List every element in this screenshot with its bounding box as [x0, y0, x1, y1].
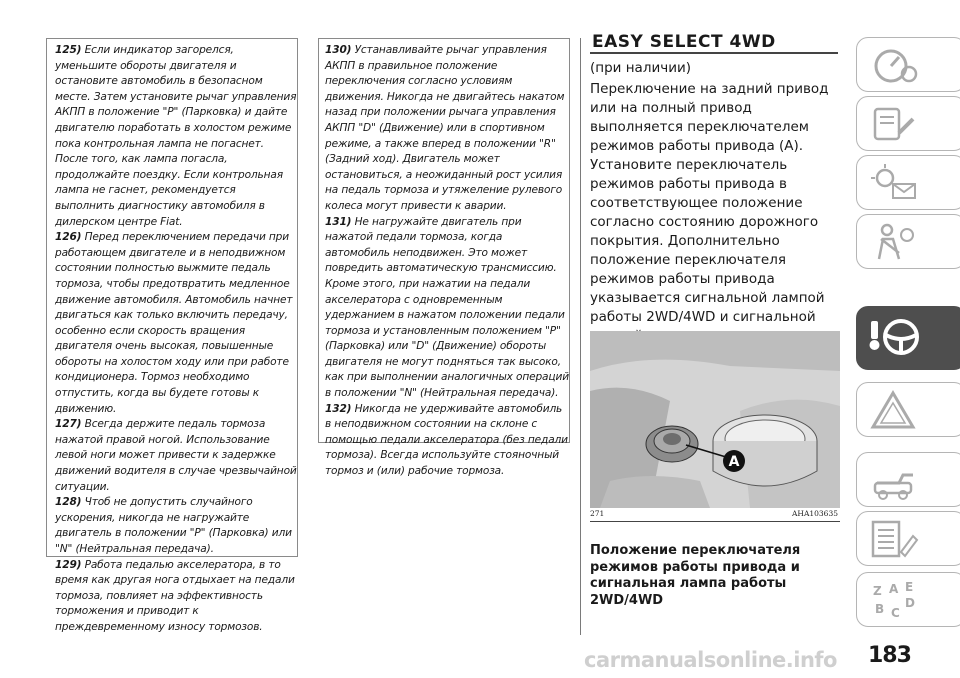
warning-text-block: [55, 43, 297, 636]
warning-text-block: [325, 43, 569, 480]
warning-item: [325, 43, 569, 215]
section-title-rule: [590, 52, 838, 54]
warning-number: 132): [325, 402, 352, 415]
warning-text: Чтоб не допустить случайного ускорения, никогда не нагружайте двигатель в положении "P" (Парковка) или "N" (Нейтральная передача).: [55, 496, 292, 555]
figure-drive-mode-switch: [590, 331, 840, 508]
chapter-tab-starting-driving[interactable]: [856, 306, 960, 370]
console-illustration: [590, 331, 840, 508]
column-divider: [580, 38, 581, 635]
chapter-tab-warning-lights[interactable]: [856, 155, 960, 210]
steering-wheel-key-icon: [869, 313, 919, 361]
warning-text: Не нагружайте двигатель при нажатой педали тормоза, когда автомобиль неподвижен. Это может повредить автоматическую трансмиссию. Кроме этого, при нажатии на педали акселератора с одновременным удержанием в нажатом положении педали тормоза и установленным положением "P" (Парковка) или "D" (Движение) обороты двигателя не могут подняться так высоко, как при выполнении аналогичных операций в положении "N" (Нейтральная передача).: [325, 215, 569, 400]
chapter-tab-safety[interactable]: [856, 214, 960, 269]
warning-item: [55, 558, 297, 636]
page-number: 183: [868, 643, 911, 668]
figure-code: AHA103635: [791, 509, 838, 518]
svg-text:C: C: [891, 606, 900, 620]
watermark-text: carmanualsonline.info: [584, 648, 837, 672]
section-body-text: Переключение на задний привод или на полный привод выполняется переключателем режимов работы привода (A). Установите переключатель режимов работы привода в соответствующее положение согласно состоянию дорожного покрытия. Дополнительно положение переключателя режимов работы привода указывается сигнальной лампой работы 2WD/4WD и сигнальной: [590, 81, 829, 325]
svg-text:D: D: [905, 596, 915, 610]
chapter-tab-emergency[interactable]: [856, 382, 960, 437]
warning-number: 125): [55, 44, 82, 56]
warning-text: Устанавливайте рычаг управления АКПП в правильное положение переключения согласно условиям движения. Никогда не двигайтесь накатом назад при положении рычага управления АКПП "D" (Движение) или в спортивном режиме, а также вперед в положении "R" (Задний ход). Двигатель может остановиться, а неожиданный рост усилия на педаль тормоза и утяжеление рулевого колеса могут привести к аварии.: [325, 44, 565, 212]
chapter-tab-getting-to-know[interactable]: [856, 96, 960, 151]
warning-light-envelope-icon: [869, 162, 919, 204]
technical-data-list-icon: [869, 518, 919, 560]
dashboard-gauge-icon: [869, 44, 919, 86]
warning-text: Работа педалью акселератора, в то время как другая нога отдыхает на педали тормоза, повлияет на эффективность торможения и приводит к преждевременному износу тормозов.: [55, 558, 295, 633]
svg-text:A: A: [889, 582, 899, 596]
subsection-title: Положение переключателя режимов работы привода и сигнальная лампа работы 2WD/4WD: [590, 543, 801, 608]
warning-item: [325, 215, 569, 402]
svg-text:Z: Z: [873, 584, 882, 598]
warning-number: 126): [55, 231, 82, 244]
warning-number: 130): [325, 44, 352, 56]
warning-text: Если индикатор загорелся, уменьшите обороты двигателя и остановите автомобиль в безопасном месте. Затем установите рычаг управления АКПП в положение "P" (Парковка) и дайте двигателю поработать в холостом режиме пока контрольная лампа не погаснет. После того, как лампа погасла, продолжайте поездку. Если контрольная лампа не гаснет, рекомендуется выполнить диагностику автомобиля в дилерском центре Fiat.: [55, 44, 297, 228]
warning-item: [55, 417, 297, 495]
warning-number: 131): [325, 215, 352, 228]
figure-caption-rule: [590, 521, 840, 522]
alphabetical-index-icon: [869, 579, 919, 621]
warning-triangle-icon: [869, 389, 919, 431]
section-title: EASY SELECT 4WD: [592, 32, 776, 52]
chapter-tab-technical-data[interactable]: [856, 511, 960, 566]
warning-text: Перед переключением передачи при работающем двигателе и в неподвижном состоянии полностью выжмите педаль тормоза, чтобы предотвратить медленное движение автомобиля. Автомобиль начнет двигаться как только включить передачу, особенно если скорость вращения двигателя очень высокая, повышенные обороты на холостом ходу или при работе кондиционера. Тормоз необходимо отпустить, когда вы будете готовы к движению.: [55, 231, 293, 415]
warning-item: [55, 495, 297, 557]
chapter-tab-dashboard[interactable]: [856, 37, 960, 92]
warnings-box-left: [46, 38, 298, 633]
warnings-box-middle: [318, 38, 570, 478]
svg-text:E: E: [905, 580, 914, 594]
airbag-seatbelt-icon: [869, 221, 919, 263]
warning-item: [325, 402, 569, 480]
svg-text:B: B: [875, 602, 885, 616]
warning-text: Всегда держите педаль тормоза нажатой правой ногой. Использование левой ноги может привести к задержке движений водителя в случае чрезвычайной ситуации.: [55, 418, 297, 493]
chapter-tab-maintenance[interactable]: [856, 452, 960, 507]
warning-item: [55, 43, 297, 230]
availability-note: (при наличии): [590, 60, 692, 76]
figure-number: 271: [590, 509, 605, 518]
maintenance-wrench-icon: [869, 459, 919, 501]
warning-number: 127): [55, 418, 82, 431]
warning-number: 128): [55, 496, 82, 509]
warning-text: Никогда не удерживайте автомобиль в неподвижном состоянии на склоне с помощью педали акселератора (без педали тормоза). Всегда используйте стояночный тормоз и (или) рабочие тормоза.: [325, 402, 568, 478]
warning-number: 129): [55, 558, 82, 571]
car-key-document-icon: [869, 103, 919, 145]
chapter-tab-index[interactable]: [856, 572, 960, 627]
callout-label: A: [728, 454, 740, 470]
warning-item: [55, 230, 297, 417]
